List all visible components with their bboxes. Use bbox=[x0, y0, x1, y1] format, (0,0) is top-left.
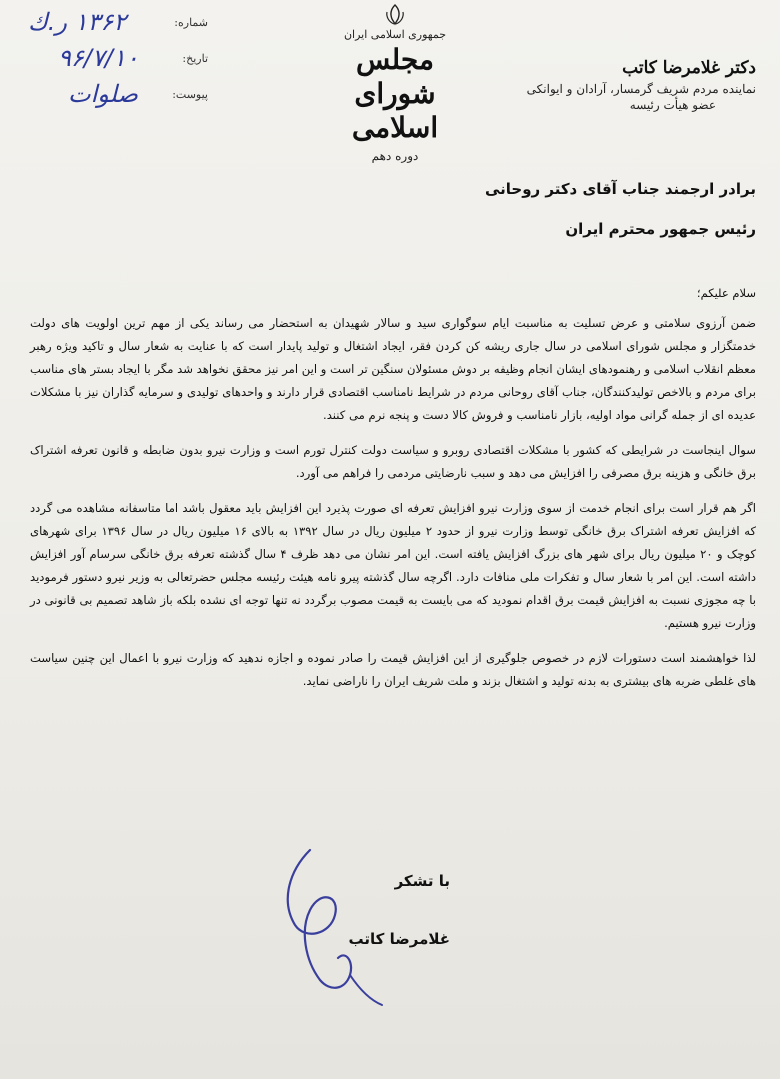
addressee-line-1: برادر ارجمند جناب آقای دکتر روحانی bbox=[484, 180, 756, 198]
closing-thanks: با تشکر bbox=[394, 872, 450, 890]
attachment-row bbox=[28, 80, 208, 110]
letterhead bbox=[0, 0, 780, 163]
attachment-value: صلوات bbox=[68, 80, 138, 108]
date-row bbox=[28, 44, 208, 74]
sender-block bbox=[516, 58, 756, 112]
parliament-emblem bbox=[320, 4, 470, 163]
addressee-line-2: رئیس جمهور محترم ایران bbox=[565, 220, 756, 238]
emblem-title: مجلس شورای اسلامی bbox=[351, 43, 439, 144]
paragraph-2: سوال اینجاست در شرایطی که کشور با مشکلات اقتصادی روبرو و سیاست دولت کنترل تورم است و وزارت نیرو بدون ضابطه و قانون تعرفه اشتراک برق خانگی و هزینه برق مصرفی را افزایش می دهد و سبب نارضایتی مردمی را فراهم می آورد. bbox=[30, 443, 756, 480]
number-row bbox=[28, 8, 208, 38]
closing-block bbox=[349, 872, 450, 948]
emblem-term: دوره دهم bbox=[371, 149, 419, 163]
sender-role: نماینده مردم شریف گرمسار، آرادان و ایوانکی bbox=[526, 82, 756, 96]
number-label: شماره: bbox=[174, 16, 208, 29]
signatory-name: غلامرضا کاتب bbox=[348, 930, 450, 948]
emblem-country: جمهوری اسلامی ایران bbox=[343, 28, 447, 41]
paragraph-4: لذا خواهشمند است دستورات لازم در خصوص جلوگیری از این افزایش قیمت را صادر نموده و اجازه ندهید که وزارت نیرو با اعمال این چنین سیاست های غلطی ضربه های بیشتری به بدنه تولید و اشتغال بزند و ملت شریف ایران را ناراضی نماید. bbox=[30, 651, 756, 688]
date-value: ۹۶/۷/۱۰ bbox=[58, 44, 139, 72]
paragraph-3: اگر هم قرار است برای انجام خدمت از سوی وزارت نیرو افزایش تعرفه ای صورت پذیرد این افزایش باید معقول باشد اما متاسفانه مشاهده می گردد که افزایش تعرفه اشتراک برق خانگی توسط وزارت نیرو از حدود ۲ میلیون ریال در سال ۱۳۹۲ به بالای ۱۶ میلیون ریال در سال ۱۳۹۶ برای شهرهای کوچک و ۲۰ میلیون ریال برای شهر های بزرگ افزایش یافته است. این امر نشان می دهد ظرف ۴ سال گذشته تعرفه برق خانگی سرسام آور افزایش داشته است. این امر با شعار سال و تفکرات ملی منافات دارد. اگرچه سال گذشته پیرو نامه هیئت رئیسه مجلس حضرتعالی به وزیر نیرو دستور فرمودید با چه مجوزی نسبت به افزایش قیمت برق اقدام نمودید که می بایست به قیمت مصوب برگردد نه تنها توجه ای نشده بلکه باز شاهد تصمیم بی قانونی در وزارت نیرو هستیم. bbox=[30, 501, 756, 630]
emblem-icon bbox=[382, 4, 408, 26]
sender-name: دکتر غلامرضا کاتب bbox=[622, 58, 756, 78]
letter-meta bbox=[28, 6, 208, 116]
paragraph-1: ضمن آرزوی سلامتی و عرض تسلیت به مناسبت ایام سوگواری سید و سالار شهیدان به استحضار می رساند یکی از مهم ترین اولویت های دولت خدمتگزار و مجلس شورای اسلامی در سال جاری ریشه کن کردن فقر، ایجاد اشتغال و تولید پایدار است که با عنایت به شعار سال و تاکید ویژه رهبر معظم انقلاب اسلامی و رهنمودهای ایشان انجام وظیفه بر دوش مسئولان سنگین تر است و این امر نیز محقق نخواهد شد مگر با ایجاد بستر های مناسب برای مردم و بالاخص تولیدکنندگان، جناب آقای روحانی مردم در شرایط نامناسب اقتصادی قرار دارند و واحدهای تولیدی و سرمایه گذاران نیز با مشکلات عدیده ای از جمله گرانی مواد اولیه، بازار نامناسب و فروش کالا دست و پنجه نرم می کنند. bbox=[30, 316, 756, 422]
sender-membership: عضو هیأت رئیسه bbox=[629, 98, 716, 112]
date-label: تاريخ: bbox=[182, 52, 208, 65]
attachment-label: پيوست: bbox=[172, 88, 208, 101]
number-value: ۱۳۶۲ ر.ك bbox=[28, 8, 127, 36]
letter-body bbox=[30, 180, 756, 705]
salutation: سلام علیکم؛ bbox=[696, 286, 756, 300]
